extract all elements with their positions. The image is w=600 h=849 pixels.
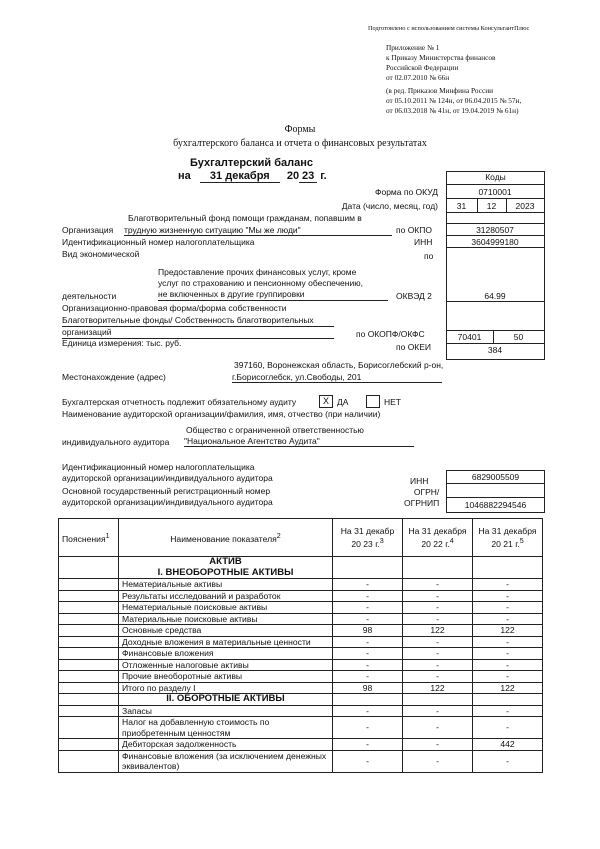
date-month-code: 12 [486, 201, 497, 211]
balance-table [58, 518, 543, 773]
codes-header-label: Коды [485, 172, 506, 182]
okud-value: 0710001 [478, 187, 512, 197]
header-col2-line2: 20 22 г. [421, 538, 450, 549]
table-row [59, 602, 543, 614]
value-2021: - [473, 705, 543, 717]
header-col1-line1: На 31 декабр [340, 525, 395, 536]
section-row-noncurrent [59, 557, 543, 579]
value-2021: - [473, 717, 543, 739]
header-notes [59, 519, 119, 557]
value-2023: - [333, 590, 403, 602]
activity-line: Предоставление прочих финансовых услуг, кроме [158, 267, 357, 277]
table-row [59, 659, 543, 671]
auditor-inn-box [446, 470, 545, 484]
notes-cell [59, 694, 119, 706]
date-year-prefix: 20 [286, 170, 300, 182]
value-2023: - [333, 739, 403, 751]
okved-label: ОКВЭД 2 [396, 291, 432, 301]
codes-divider [446, 235, 544, 236]
table-row [59, 579, 543, 591]
appendix-line: от 05.10.2011 № 124н, от 06.04.2015 № 57н, [386, 96, 522, 105]
section-title-line: II. ОБОРОТНЫЕ АКТИВЫ [166, 693, 285, 704]
auditor-name-label1: Наименование аудиторской организации/фамилия, имя, отчество (при наличии) [62, 409, 381, 419]
notes-cell [59, 750, 119, 772]
section-title-line: АКТИВ [209, 556, 242, 567]
audit-no-checkbox[interactable] [366, 395, 380, 408]
header-col3-line1: На 31 декабря [478, 525, 537, 536]
row-name: Результаты исследований и разработок [119, 590, 333, 602]
value-2023: - [333, 659, 403, 671]
row-name: Финансовые вложения (за исключением денежных эквивалентов) [119, 750, 333, 772]
balance-title: Бухгалтерский баланс [190, 157, 314, 169]
date-label: Дата (число, месяц, год) [341, 201, 438, 211]
table-row [59, 717, 543, 739]
notes-cell [59, 557, 119, 579]
auditor-ogrn-label [62, 486, 273, 508]
okei-value: 384 [487, 345, 503, 355]
appendix-line: Российской Федерации [386, 63, 459, 72]
vid-code-label: по [424, 251, 434, 261]
header-name-label: Наименование показателя [170, 533, 277, 544]
value-2023: - [333, 613, 403, 625]
value-2023: - [333, 671, 403, 683]
row-name: Налог на добавленную стоимость по приобретенным ценностям [119, 717, 333, 739]
okfs-value: 50 [513, 332, 524, 342]
row-name: Дебиторская задолженность [119, 739, 333, 751]
header-note: Подготовлено с использованием системы КонсультантПлюс [368, 25, 530, 32]
value-2021: - [473, 579, 543, 591]
row-name: Материальные поисковые активы [119, 613, 333, 625]
auditor-ogrn-value: 1046882294546 [464, 500, 527, 510]
value-2023: - [333, 750, 403, 772]
activity-description [158, 267, 388, 301]
value-2022: - [403, 750, 473, 772]
value-2022: - [403, 659, 473, 671]
table-row [59, 648, 543, 660]
inn-value: 3604999180 [471, 237, 519, 247]
value-cell [333, 694, 403, 706]
value-2021: 122 [473, 625, 543, 637]
ogrn-divider [447, 497, 544, 498]
header-col3 [473, 519, 543, 557]
opf-label: Организационно-правовая форма/форма собственности [62, 303, 287, 313]
row-name: Финансовые вложения [119, 648, 333, 660]
codes-divider [446, 247, 544, 248]
auditor-inn-label-line: Идентификационный номер налогоплательщика [62, 462, 255, 472]
org-name-line2: трудную жизненную ситуацию "Мы же люди" [124, 225, 392, 236]
codes-divider [446, 301, 544, 302]
value-2022: 122 [403, 625, 473, 637]
value-2023: - [333, 636, 403, 648]
date-day-code: 31 [456, 201, 467, 211]
activity-label2: деятельности [62, 291, 117, 301]
row-name: Прочие внеоборотные активы [119, 671, 333, 683]
forms-title: Формы [284, 124, 316, 135]
codes-divider [446, 223, 544, 224]
header-col2-sup: 4 [449, 537, 454, 546]
value-2021: 442 [473, 739, 543, 751]
value-2021: - [473, 613, 543, 625]
value-2022: - [403, 602, 473, 614]
appendix-line: к Приказу Министерства финансов [386, 53, 496, 62]
table-header-row [59, 519, 543, 557]
audit-no-label: НЕТ [384, 397, 401, 407]
value-2023: 98 [333, 682, 403, 694]
okved-value: 64.99 [484, 291, 506, 301]
appendix-block [386, 43, 586, 116]
okpo-label: по ОКПО [396, 225, 432, 235]
value-2022: - [403, 579, 473, 591]
date-day-month: 31 декабря [200, 170, 280, 183]
okopf-label: по ОКОПФ/ОКФС [356, 329, 425, 339]
header-notes-label: Пояснения [62, 533, 106, 544]
codes-divider [446, 330, 544, 331]
row-name: Запасы [119, 705, 333, 717]
audit-yes-checkbox[interactable] [319, 395, 333, 408]
value-2023: 98 [333, 625, 403, 637]
header-name [119, 519, 333, 557]
value-cell [403, 557, 473, 579]
notes-cell [59, 636, 119, 648]
header-name-sup: 2 [276, 531, 281, 540]
value-2022: - [403, 671, 473, 683]
address-line2: г.Борисоглебск, ул.Свободы, 201 [232, 372, 442, 383]
opf-description [62, 315, 334, 339]
table-row [59, 705, 543, 717]
table-row [59, 739, 543, 751]
activity-label1: Вид экономической [62, 249, 140, 259]
auditor-line1: Общество с ограниченной ответственностью [186, 425, 364, 435]
address-line1: 397160, Воронежская область, Борисоглебский р-он, [234, 360, 444, 370]
header-col3-line2: 20 21 г. [491, 538, 520, 549]
org-label: Организация [62, 225, 114, 235]
auditor-inn-label-line: аудиторской организации/индивидуального аудитора [62, 473, 273, 483]
auditor-name-label2: индивидуального аудитора [62, 437, 170, 447]
notes-cell [59, 739, 119, 751]
section-title [119, 694, 333, 706]
row-name: Нематериальные активы [119, 579, 333, 591]
forms-subtitle: бухгалтерского баланса и отчета о финансовых результатах [173, 138, 427, 149]
notes-cell [59, 613, 119, 625]
row-name: Нематериальные поисковые активы [119, 602, 333, 614]
header-col1-sup: 3 [379, 537, 384, 546]
audit-yes-label: ДА [337, 397, 349, 407]
value-cell [473, 694, 543, 706]
date-year: 23 [299, 170, 317, 183]
header-col3-sup: 5 [519, 537, 524, 546]
notes-cell [59, 659, 119, 671]
value-2023: - [333, 579, 403, 591]
value-2021: 122 [473, 682, 543, 694]
value-2021: - [473, 671, 543, 683]
date-prefix: на [178, 170, 191, 182]
value-2022: - [403, 590, 473, 602]
value-2021: - [473, 648, 543, 660]
value-2023: - [333, 602, 403, 614]
value-2022: - [403, 705, 473, 717]
header-col2 [403, 519, 473, 557]
auditor-ogrn-box [446, 483, 545, 513]
inn-code-label: ИНН [414, 237, 433, 247]
audit-x-mark: X [322, 396, 329, 406]
okpo-value: 31280507 [476, 225, 514, 235]
auditor-line2: "Национальное Агентство Аудита" [184, 436, 414, 447]
header-col1 [333, 519, 403, 557]
section-title-line: I. ВНЕОБОРОТНЫЕ АКТИВЫ [157, 566, 294, 578]
appendix-line: Приложение № 1 [386, 43, 440, 52]
row-name: Основные средства [119, 625, 333, 637]
opf-line: организаций [62, 327, 334, 339]
value-cell [473, 557, 543, 579]
row-name: Отложенные налоговые активы [119, 659, 333, 671]
org-inn-label: Идентификационный номер налогоплательщика [62, 237, 255, 247]
notes-cell [59, 602, 119, 614]
date-year-code: 2023 [515, 201, 535, 211]
activity-line: не включенных в другие группировки [158, 289, 388, 301]
value-2022: 122 [403, 682, 473, 694]
section-row-current [59, 694, 543, 706]
audit-question: Бухгалтерская отчетность подлежит обязательному аудиту [62, 397, 297, 407]
table-row [59, 682, 543, 694]
codes-divider [446, 198, 544, 199]
codes-divider [446, 343, 544, 344]
opf-line: Благотворительные фонды/ Собственность благотворительных [62, 315, 334, 327]
value-2022: - [403, 717, 473, 739]
table-row [59, 636, 543, 648]
header-col1-line2: 20 23 г. [351, 538, 380, 549]
row-name: Доходные вложения в материальные ценности [119, 636, 333, 648]
value-2022: - [403, 648, 473, 660]
codes-header [446, 171, 545, 185]
notes-cell [59, 590, 119, 602]
table-row [59, 590, 543, 602]
notes-cell [59, 705, 119, 717]
value-2021: - [473, 590, 543, 602]
notes-cell [59, 717, 119, 739]
codes-divider [446, 212, 544, 213]
table-row [59, 750, 543, 772]
value-cell [333, 557, 403, 579]
table-row [59, 613, 543, 625]
auditor-inn-code: ИНН [410, 476, 429, 486]
value-2022: - [403, 636, 473, 648]
auditor-ogrn-label-line: Основной государственный регистрационный номер [62, 486, 271, 496]
org-name-line1: Благотворительный фонд помощи гражданам, попавшим в [128, 213, 362, 223]
value-cell [403, 694, 473, 706]
table-row [59, 625, 543, 637]
auditor-inn-label [62, 462, 273, 484]
appendix-line: от 06.03.2018 № 41н, от 19.04.2019 № 61н) [386, 106, 519, 115]
activity-line: услуг по страхованию и пенсионному обеспечению, [158, 278, 363, 288]
okopf-value: 70401 [457, 332, 482, 342]
address-label: Местонахождение (адрес) [62, 372, 166, 382]
notes-cell [59, 625, 119, 637]
header-notes-sup: 1 [105, 531, 110, 540]
auditor-ogrn-code-line: ОГРН/ [413, 487, 440, 497]
auditor-inn-value: 6829005509 [471, 472, 520, 482]
appendix-line: (в ред. Приказов Минфина России [386, 86, 493, 95]
auditor-ogrn-code [404, 487, 439, 509]
value-2023: - [333, 717, 403, 739]
notes-cell [59, 648, 119, 660]
section-title [119, 557, 333, 579]
row-name: Итого по разделу I [119, 682, 333, 694]
value-2021: - [473, 750, 543, 772]
auditor-ogrn-label-line: аудиторской организации/индивидуального аудитора [62, 497, 273, 507]
header-col2-line1: На 31 декабря [408, 525, 467, 536]
appendix-line: от 02.07.2010 № 66н [386, 73, 450, 82]
notes-cell [59, 579, 119, 591]
unit-label: Единица измерения: тыс. руб. [62, 338, 182, 348]
value-2021: - [473, 659, 543, 671]
value-2022: - [403, 613, 473, 625]
value-2023: - [333, 648, 403, 660]
auditor-ogrn-code-line: ОГРНИП [404, 498, 440, 508]
value-2022: - [403, 739, 473, 751]
okud-label: Форма по ОКУД [375, 187, 438, 197]
okei-label: по ОКЕИ [396, 342, 432, 352]
balance-date [178, 170, 327, 183]
value-2021: - [473, 602, 543, 614]
value-2023: - [333, 705, 403, 717]
date-suffix: г. [320, 170, 327, 182]
value-2021: - [473, 636, 543, 648]
notes-cell [59, 682, 119, 694]
notes-cell [59, 671, 119, 683]
table-row [59, 671, 543, 683]
